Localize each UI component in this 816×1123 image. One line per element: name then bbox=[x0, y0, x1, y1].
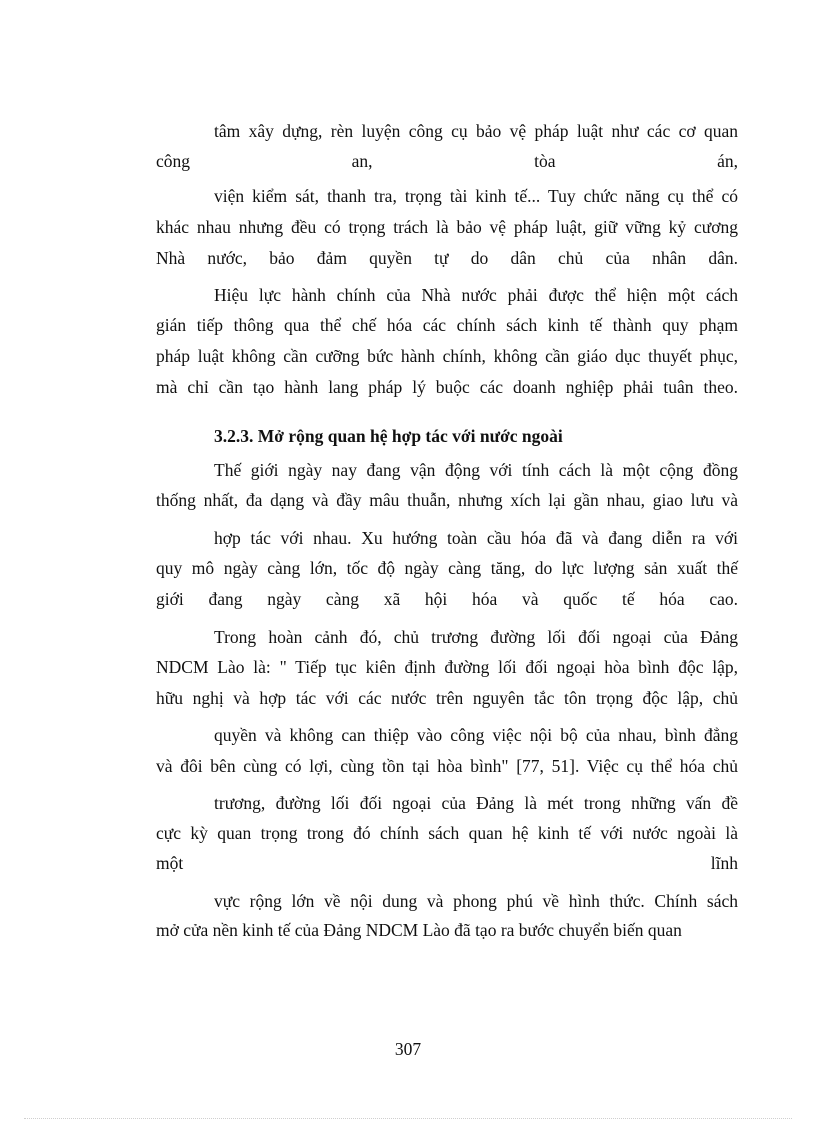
text-line: mà chỉ cần tạo hành lang pháp lý buộc các doanh nghiệp phải tuân theo. bbox=[156, 377, 738, 397]
text-line: tâm xây dựng, rèn luyện công cụ bảo vệ pháp luật như các cơ quan bbox=[214, 121, 738, 141]
text-line: khác nhau nhưng đều có trọng trách là bảo vệ pháp luật, giữ vững kỷ cương bbox=[156, 217, 738, 237]
text-line: pháp luật không cần cưỡng bức hành chính, không cần giáo dục thuyết phục, bbox=[156, 346, 738, 366]
text-line: Nhà nước, bảo đảm quyền tự do dân chủ của nhân dân. bbox=[156, 248, 738, 268]
text-line: công an, tòa án, bbox=[156, 151, 738, 171]
text-line: giới đang ngày càng xã hội hóa và quốc tế hóa cao. bbox=[156, 589, 738, 609]
text-line: NDCM Lào là: " Tiếp tục kiên định đường lối đối ngoại hòa bình độc lập, bbox=[156, 657, 738, 677]
section-heading: 3.2.3. Mở rộng quan hệ hợp tác với nước ngoài bbox=[214, 426, 563, 446]
text-line: trương, đường lối đối ngoại của Đảng là mét trong những vấn đề bbox=[214, 793, 738, 813]
text-line: Thế giới ngày nay đang vận động với tính cách là một cộng đồng bbox=[214, 460, 738, 480]
text-line: một lĩnh bbox=[156, 853, 738, 873]
text-line: thống nhất, đa dạng và đầy mâu thuẫn, nhưng xích lại gần nhau, giao lưu và bbox=[156, 490, 738, 510]
page-bottom-divider bbox=[24, 1118, 792, 1119]
text-line: hợp tác với nhau. Xu hướng toàn cầu hóa đã và đang diễn ra với bbox=[214, 528, 738, 548]
text-line: vực rộng lớn về nội dung và phong phú về hình thức. Chính sách bbox=[214, 891, 738, 911]
page-number: 307 bbox=[394, 1039, 422, 1059]
text-line: và đôi bên cùng có lợi, cùng tồn tại hòa bình" [77, 51]. Việc cụ thể hóa chủ bbox=[156, 756, 738, 776]
text-line: quy mô ngày càng lớn, tốc độ ngày càng tăng, do lực lượng sản xuất thế bbox=[156, 558, 738, 578]
text-line: Trong hoàn cảnh đó, chủ trương đường lối đối ngoại của Đảng bbox=[214, 627, 738, 647]
text-line: quyền và không can thiệp vào công việc nội bộ của nhau, bình đẳng bbox=[214, 725, 738, 745]
text-line: hữu nghị và hợp tác với các nước trên nguyên tắc tôn trọng độc lập, chủ bbox=[156, 688, 738, 708]
text-line: gián tiếp thông qua thể chế hóa các chính sách kinh tế thành quy phạm bbox=[156, 315, 738, 335]
text-line: mở cửa nền kinh tế của Đảng NDCM Lào đã tạo ra bước chuyển biến quan bbox=[156, 920, 682, 940]
text-line: cực kỳ quan trọng trong đó chính sách quan hệ kinh tế với nước ngoài là bbox=[156, 823, 738, 843]
text-line: viện kiểm sát, thanh tra, trọng tài kinh tế... Tuy chức năng cụ thể có bbox=[214, 186, 738, 206]
text-line: Hiệu lực hành chính của Nhà nước phải được thể hiện một cách bbox=[214, 285, 738, 305]
